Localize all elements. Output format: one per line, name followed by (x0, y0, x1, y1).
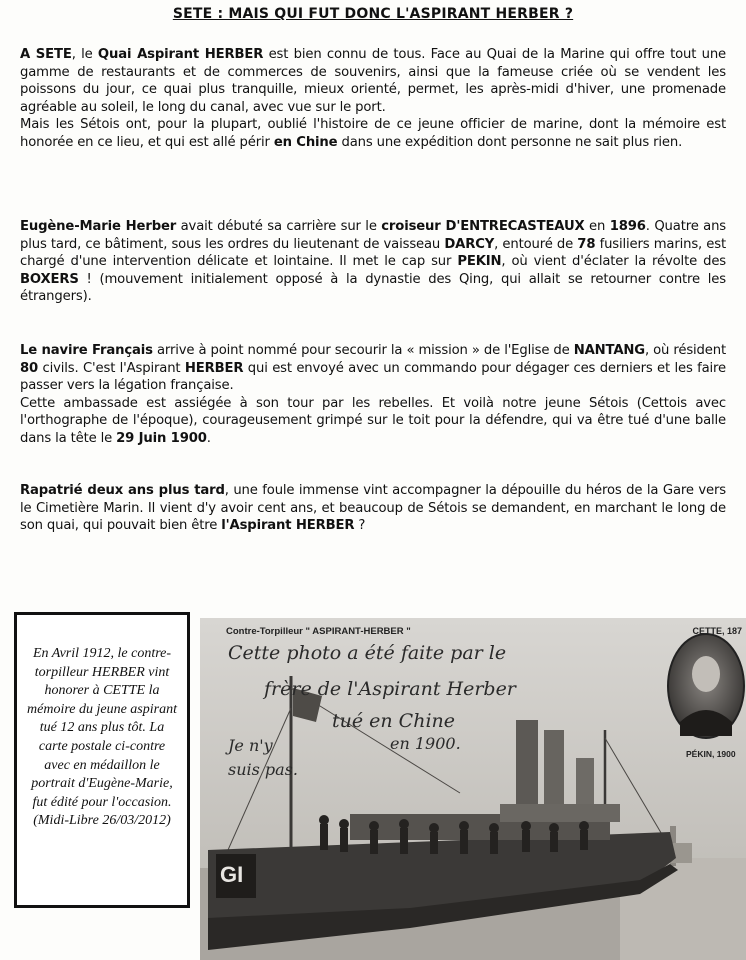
text: Mais les Sétois ont, pour la plupart, oublié l'histoire de ce jeune officier de marine, dont la mémoire est honorée en ce lieu, et qui est allé périr (20, 117, 726, 150)
text: . Quatre ans plus tard, ce bâtiment, sous les ordres du lieutenant de vaisseau (20, 219, 726, 252)
postcard-illustration (200, 618, 746, 960)
handwriting-line: Je n'y (228, 736, 273, 755)
bold-text: en Chine (273, 134, 338, 150)
text: qui est envoyé avec un commando pour dégager ces derniers et les faire passer vers la légation française. (20, 360, 726, 394)
text: , une foule immense vint accompagner la dépouille du héros de la Gare vers le Cimetière Marin. Il vient d'y avoir cent ans, et beaucoup de Sétois se demandent, en marchant le long de son quai, qui pouvait bien être (20, 483, 726, 534)
postcard-pekin-label: PÉKIN, 1900 (686, 749, 736, 759)
page-title: SETE : MAIS QUI FUT DONC L'ASPIRANT HERBER ? (172, 6, 574, 22)
handwriting-line: suis pas. (228, 760, 299, 779)
bold-text: croiseur D'ENTRECASTEAUX (381, 219, 585, 234)
text: fusiliers marins, est chargé d'une intervention délicate et lointaine. Il met le cap sur (20, 236, 727, 270)
bold-text: DARCY (444, 236, 495, 252)
bold-text: 80 (20, 360, 39, 376)
bold-text: A SETE (20, 47, 72, 62)
paragraph-quai (20, 46, 726, 152)
text: , où résident (644, 343, 726, 358)
bold-text: Le navire Français (20, 343, 153, 358)
text: , où vient d'éclater la révolte des (501, 254, 726, 270)
handwriting-line: en 1900. (390, 734, 461, 753)
text: est bien connu de tous. Face au Quai de la Marine qui offre tout une gamme de restaurants et de commerces de souvenirs, ainsi que la fameuse criée où se vendent les poissons du jour, ce quai plus tranquille, mieux orienté, permet, les après-midi d'hiver, une promenade agréable au soleil, le long du canal, avec vue sur le port. (20, 47, 726, 115)
handwriting-line: frère de l'Aspirant Herber (264, 678, 516, 700)
text: dans une expédition dont personne ne sait plus rien. (337, 134, 683, 150)
postcard-cette-label: CETTE, 187 (692, 626, 742, 636)
bold-text: 78 (577, 236, 596, 252)
text: ! (mouvement initialement opposé à la dynastie des Qing, qui allait se retourner contre les étrangers). (20, 271, 726, 305)
handwriting-line: Cette photo a été faite par le (228, 642, 507, 664)
postcard-header: Contre-Torpilleur " ASPIRANT-HERBER " (226, 626, 411, 637)
bold-text: NANTANG (573, 343, 645, 358)
paragraph-mission (20, 342, 726, 448)
bold-text: Quai Aspirant HERBER (97, 47, 264, 62)
text: Cette ambassade est assiégée à son tour par les rebelles. Et voilà notre jeune Sétois (Cettois avec l'orthographe de l'époque), courageusement grimpé sur le toit pour la défendre, qui va être tué d'une balle dans la tête le (20, 395, 726, 446)
text: avait débuté sa carrière sur le (176, 219, 382, 234)
hull-number: GI (220, 862, 244, 887)
text: ? (354, 518, 366, 534)
postcard-image (200, 618, 746, 960)
bold-text: 1896 (609, 219, 646, 234)
bold-text: BOXERS (20, 271, 79, 287)
caption-box (14, 612, 190, 908)
text: , le (71, 47, 98, 62)
bold-text: l'Aspirant HERBER (221, 518, 355, 534)
handwriting-line: tué en Chine (332, 710, 456, 732)
text: , entouré de (494, 236, 578, 252)
text: en (584, 219, 610, 234)
bold-text: PEKIN (457, 254, 502, 270)
bold-text: Rapatrié deux ans plus tard (20, 483, 225, 498)
text: arrive à point nommé pour secourir la « mission » de l'Eglise de (152, 343, 574, 358)
text: . (206, 430, 211, 446)
caption-text: En Avril 1912, le contre-torpilleur HERBER vint honorer à CETTE la mémoire du jeune aspirant tué 12 ans plus tôt. La carte postale ci-contre avec en médaillon le portrait d'Eugène-Marie, fut édité pour l'occasion. (Midi-Libre 26/03/2012) (27, 646, 177, 829)
bold-text: Eugène-Marie Herber (20, 219, 177, 234)
paragraph-repatriation (20, 482, 726, 535)
bold-text: 29 Juin 1900 (116, 430, 207, 446)
bold-text: HERBER (184, 360, 244, 376)
text: civils. C'est l'Aspirant (38, 360, 185, 376)
paragraph-career (20, 218, 726, 306)
